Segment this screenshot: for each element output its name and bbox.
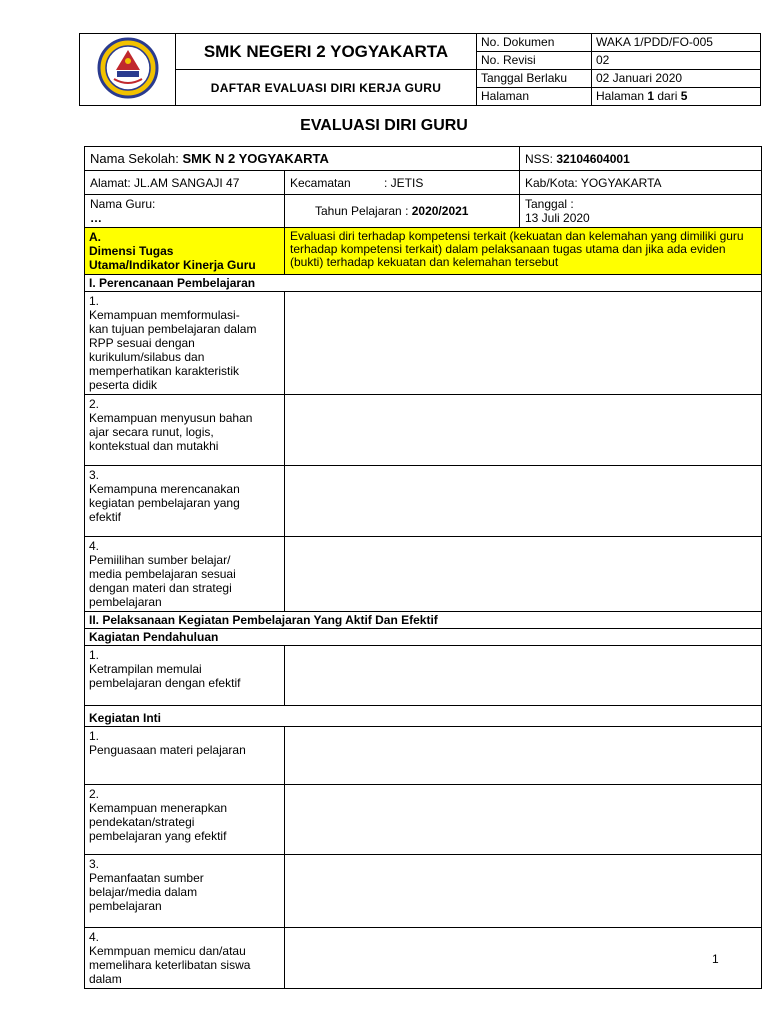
answer-cell[interactable] bbox=[285, 537, 762, 612]
nama-sekolah-label: Nama Sekolah: bbox=[90, 150, 183, 166]
halaman-mid: dari bbox=[654, 89, 681, 103]
meta-key-revisi: No. Revisi bbox=[477, 52, 592, 70]
page-title: EVALUASI DIRI GURU bbox=[300, 117, 468, 134]
tahun-pelajaran-cell bbox=[285, 195, 520, 228]
item-text: Kemampuan menyusun bahan ajar secara runut, logis, kontekstual dan mutakhi bbox=[89, 411, 253, 453]
tanggal-cell bbox=[520, 195, 762, 228]
halaman-prefix: Halaman bbox=[596, 89, 648, 103]
tahun-label: Tahun Pelajaran : bbox=[315, 204, 412, 218]
section-1-title: I. Perencanaan Pembelajaran bbox=[85, 275, 762, 292]
answer-cell[interactable] bbox=[285, 466, 762, 537]
subsection-inti: Kegiatan Inti bbox=[85, 706, 762, 727]
tahun-value: 2020/2021 bbox=[411, 204, 469, 218]
item-number: 4. bbox=[89, 539, 100, 553]
school-logo-icon bbox=[92, 37, 164, 99]
answer-cell[interactable] bbox=[285, 292, 762, 395]
answer-cell[interactable] bbox=[285, 928, 762, 989]
halaman-total: 5 bbox=[680, 89, 688, 103]
item-number: 1. bbox=[89, 729, 100, 743]
dimension-description: Evaluasi diri terhadap kompetensi terkait (kekuatan dan kelemahan yang dimiliki guru terhadap kompetensi terkait) dalam pelaksanaan tugas utama dan jika ada eviden (bukti) terhadap kekuatan dan kelemahan tersebut bbox=[285, 228, 762, 275]
inti-item-1 bbox=[85, 727, 285, 785]
nss-cell bbox=[520, 147, 762, 171]
meta-value-tanggal-berlaku: 02 Januari 2020 bbox=[592, 70, 761, 88]
nama-guru-value: … bbox=[90, 211, 102, 225]
nss-label: NSS: bbox=[525, 151, 557, 166]
kabkota: Kab/Kota: YOGYAKARTA bbox=[520, 171, 762, 195]
item-text: Kemmpuan memicu dan/atau memelihara keterlibatan siswa dalam bbox=[89, 944, 251, 986]
page-number: 1 bbox=[712, 952, 719, 966]
tanggal-label: Tanggal : bbox=[525, 197, 574, 211]
answer-cell[interactable] bbox=[285, 646, 762, 706]
item-text: Ketrampilan memulai pembelajaran dengan efektif bbox=[89, 662, 241, 690]
item-text: Pemiilihan sumber belajar/ media pembelajaran sesuai dengan materi dan strategi pembelajaran bbox=[89, 553, 236, 609]
item-number: 2. bbox=[89, 787, 100, 801]
school-name-cell bbox=[176, 34, 477, 70]
item-number: 1. bbox=[89, 648, 100, 662]
answer-cell[interactable] bbox=[285, 785, 762, 855]
dimension-label: Dimensi Tugas Utama/Indikator Kinerja Guru bbox=[89, 244, 256, 272]
tanggal-value: 13 Juli 2020 bbox=[525, 211, 590, 225]
item-text: Pemanfaatan sumber belajar/media dalam pembelajaran bbox=[89, 871, 204, 913]
section-1-item-1 bbox=[85, 292, 285, 395]
halaman-current: 1 bbox=[647, 89, 655, 103]
item-number: 4. bbox=[89, 930, 100, 944]
section-1-item-4 bbox=[85, 537, 285, 612]
dimension-letter: A. bbox=[89, 230, 101, 244]
section-1-item-2 bbox=[85, 395, 285, 466]
inti-item-2 bbox=[85, 785, 285, 855]
item-number: 1. bbox=[89, 294, 100, 308]
item-number: 3. bbox=[89, 857, 100, 871]
answer-cell[interactable] bbox=[285, 395, 762, 466]
nama-sekolah-cell bbox=[85, 147, 520, 171]
item-text: Kemampuan memformulasi-kan tujuan pembelajaran dalam RPP sesuai dengan kurikulum/silabus dan memperhatikan karakteristik peserta didik bbox=[89, 308, 257, 392]
meta-value-revisi: 02 bbox=[592, 52, 761, 70]
doc-title: DAFTAR EVALUASI DIRI KERJA GURU bbox=[210, 80, 442, 95]
section-2-title: II. Pelaksanaan Kegiatan Pembelajaran Yang Aktif Dan Efektif bbox=[85, 612, 762, 629]
answer-cell[interactable] bbox=[285, 855, 762, 928]
dimension-label-cell bbox=[85, 228, 285, 275]
item-number: 3. bbox=[89, 468, 100, 482]
school-name: SMK NEGERI 2 YOGYAKARTA bbox=[203, 41, 449, 61]
item-text: Kemampuan menerapkan pendekatan/strategi pembelajaran yang efektif bbox=[89, 801, 228, 843]
meta-key-dokumen: No. Dokumen bbox=[477, 34, 592, 52]
item-number: 2. bbox=[89, 397, 100, 411]
nama-sekolah-value: SMK N 2 YOGYAKARTA bbox=[182, 150, 329, 166]
kecamatan-cell bbox=[285, 171, 520, 195]
answer-cell[interactable] bbox=[285, 727, 762, 785]
logo-cell bbox=[80, 34, 176, 106]
kecamatan-value: : JETIS bbox=[384, 175, 424, 190]
alamat: Alamat: JL.AM SANGAJI 47 bbox=[85, 171, 285, 195]
doc-title-cell bbox=[176, 70, 477, 106]
inti-item-3 bbox=[85, 855, 285, 928]
meta-value-halaman bbox=[592, 88, 761, 106]
nss-value: 32104604001 bbox=[556, 151, 630, 166]
item-text: Penguasaan materi pelajaran bbox=[89, 743, 246, 757]
document-header bbox=[79, 33, 761, 106]
item-text: Kemampuna merencanakan kegiatan pembelajaran yang efektif bbox=[89, 482, 240, 524]
meta-value-dokumen: WAKA 1/PDD/FO-005 bbox=[592, 34, 761, 52]
subsection-pendahuluan: Kagiatan Pendahuluan bbox=[85, 629, 762, 646]
meta-key-tanggal-berlaku: Tanggal Berlaku bbox=[477, 70, 592, 88]
meta-key-halaman: Halaman bbox=[477, 88, 592, 106]
inti-item-4 bbox=[85, 928, 285, 989]
pendahuluan-item-1 bbox=[85, 646, 285, 706]
evaluation-form bbox=[84, 146, 762, 989]
section-1-item-3 bbox=[85, 466, 285, 537]
kecamatan-label: Kecamatan bbox=[290, 175, 351, 190]
nama-guru-cell bbox=[85, 195, 285, 228]
nama-guru-label: Nama Guru: bbox=[90, 197, 156, 211]
